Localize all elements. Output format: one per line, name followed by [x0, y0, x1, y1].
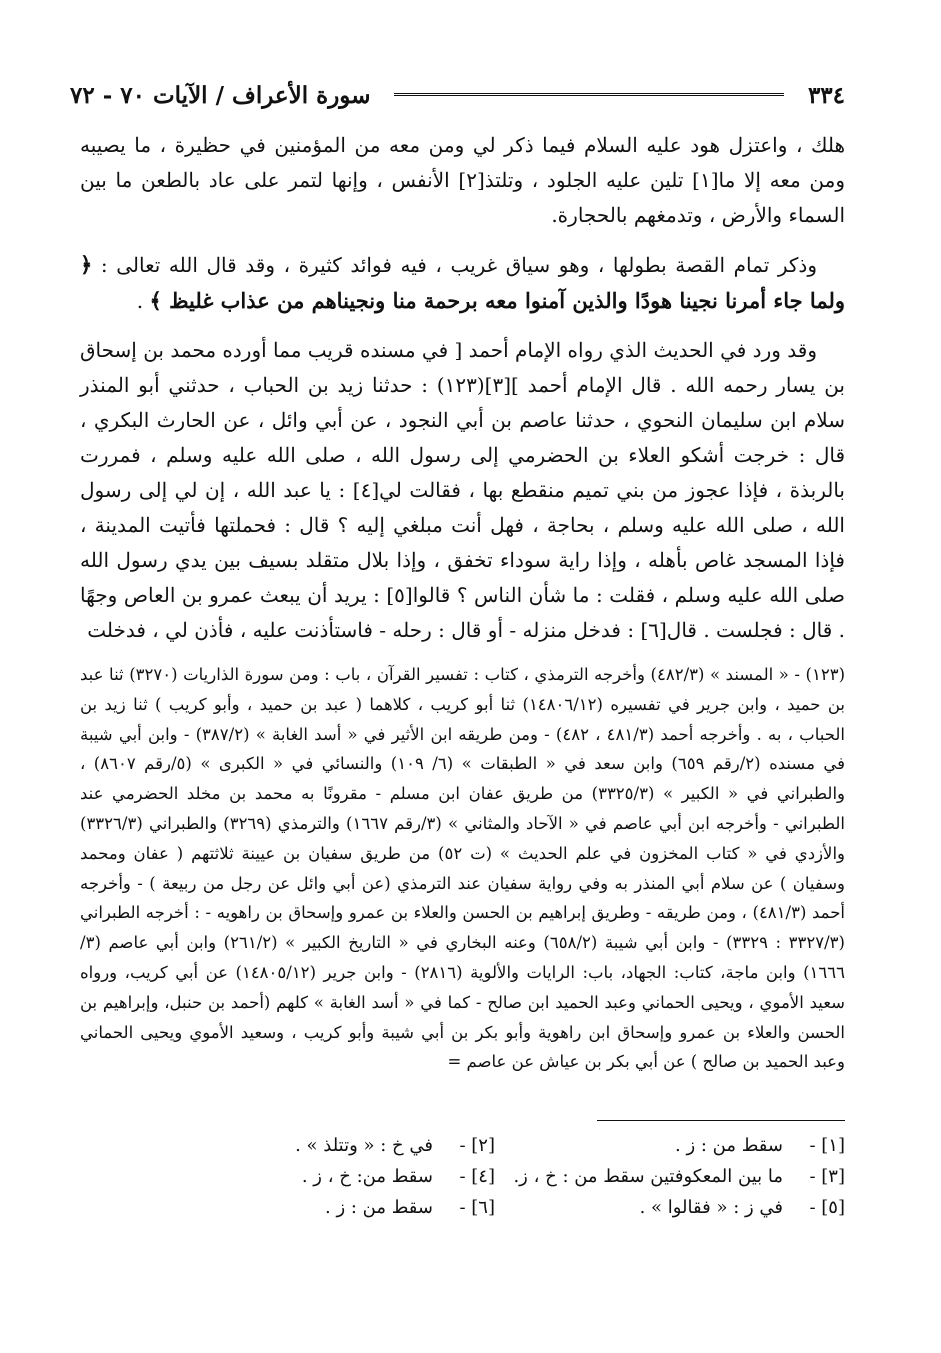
manuscript-variants	[145, 1130, 845, 1223]
variant-5	[495, 1192, 845, 1223]
variant-4	[145, 1161, 495, 1192]
page-header	[70, 78, 845, 112]
variant-text: سقط من : ز .	[325, 1197, 433, 1218]
variant-number: [٣] -	[809, 1166, 845, 1187]
variant-number: [٥] -	[809, 1197, 845, 1218]
variant-number: [٦] -	[459, 1197, 495, 1218]
main-text	[80, 128, 845, 662]
variant-text: في ز : « فقالوا » .	[639, 1197, 783, 1218]
variant-3	[495, 1161, 845, 1192]
running-title: سورة الأعراف / الآيات ٧٠ - ٧٢	[70, 81, 371, 109]
paragraph-2	[80, 247, 845, 319]
variant-2	[145, 1130, 495, 1161]
paragraph-2-end: .	[136, 289, 150, 313]
variant-row	[145, 1192, 845, 1223]
variant-number: [٢] -	[459, 1135, 495, 1156]
variant-text: سقط من: خ ، ز .	[301, 1166, 433, 1187]
paragraph-1: هلك ، واعتزل هود عليه السلام فيما ذكر لي ومن معه من المؤمنين في حظيرة ، ما يصيبه ومن معه إلا ما[١] تلين عليه الجلود ، وتلتذ[٢] الأنفس ، وإنها لتمر على عاد بالطعن ما بين السماء والأرض ، وتدمغهم بالحجارة.	[80, 133, 846, 227]
variant-text: في خ : « وتتلذ » .	[295, 1135, 433, 1156]
variant-text: سقط من : ز .	[675, 1135, 783, 1156]
variant-row	[145, 1130, 845, 1161]
header-rule	[394, 93, 783, 98]
page-number: ٣٣٤	[807, 81, 845, 109]
footnote-rule	[597, 1120, 845, 1121]
variant-row	[145, 1161, 845, 1192]
paragraph-3: وقد ورد في الحديث الذي رواه الإمام أحمد [ في مسنده قريب مما أورده محمد بن إسحاق بن يسار رحمه الله . قال الإمام أحمد ][٣](١٢٣) : حدثنا زيد بن الحباب ، حدثني أبو المنذر سلام ابن سليمان النحوي ، حدثنا عاصم بن أبي النجود ، عن أبي وائل ، عن الحارث البكري ، قال : خرجت أشكو العلاء بن الحضرمي إلى رسول الله ، صلى الله عليه وسلم ، فمررت بالربذة ، فإذا عجوز من بني تميم منقطع بها ، فقالت لي[٤] : يا عبد الله ، إن لي إلى رسول الله ، صلى الله عليه وسلم ، بحاجة ، فهل أنت مبلغي إليه ؟ قال : فحملتها فأتيت المدينة ، فإذا المسجد غاص بأهله ، وإذا راية سوداء تخفق ، وإذا بلال متقلد بسيف بين يدي رسول الله صلى الله عليه وسلم ، فقلت : ما شأن الناس ؟ قالوا[٥] : يريد أن يبعث عمرو بن العاص وجهًا . قال : فجلست . قال[٦] : فدخل منزله - أو قال : رحله - فاستأذنت عليه ، فأذن لي ، فدخلت	[80, 338, 845, 642]
paragraph-2-intro: وذكر تمام القصة بطولها ، وهو سياق غريب ، فيه فوائد كثيرة ، وقد قال الله تعالى :	[92, 253, 817, 277]
variant-number: [١] -	[809, 1135, 845, 1156]
variant-number: [٤] -	[459, 1166, 495, 1187]
footnotes	[80, 660, 845, 1077]
variant-1	[495, 1130, 845, 1161]
variant-6	[145, 1192, 495, 1223]
quran-verse: ﴿ ولما جاء أمرنا نجينا هودًا والذين آمنوا معه برحمة منا ونجيناهم من عذاب غليظ ﴾	[80, 252, 845, 313]
footnote-123: (١٢٣) - « المسند » (٤٨٢/٣) وأخرجه الترمذي ، كتاب : تفسير القرآن ، باب : ومن سورة الذاريات (٣٢٧٠) ثنا عبد بن حميد ، وابن جرير في تفسيره (١٤٨٠٦/١٢) ثنا أبو كريب ، كلاهما ( عبد بن حميد ، وأبو كريب ) ثنا زيد بن الحباب ، به . وأخرجه أحمد (٤٨١/٣ ، ٤٨٢) - ومن طريقه ابن الأثير في « أسد الغابة » (٣٨٧/٢) - وابن أبي شيبة في مسنده (٢/رقم ٦٥٩) وابن سعد في « الطبقات » (٦/ ١٠٩) والنسائي في « الكبرى » (٥/رقم ٨٦٠٧) ، والطبراني في « الكبير » (٣٣٢٥/٣) من طريق عفان ابن مسلم - مقرونًا به محمد بن مخلد الحضرمي عند الطبراني - وأخرجه ابن أبي عاصم في « الآحاد والمثاني » (٣/رقم ١٦٦٧) والترمذي (٣٢٦٩) والطبراني (٣٣٢٦/٣) والأزدي في « كتاب المخزون في علم الحديث » (ت ٥٢) من طريق سفيان بن عيينة ثلاثتهم ( عفان ومحمد وسفيان ) عن سلام أبي المنذر به وفي رواية سفيان عند الترمذي (عن أبي وائل عن رجل من ربيعة ) - وأخرجه أحمد (٤٨١/٣) ، ومن طريقه - وطريق إبراهيم بن الحسن والعلاء بن عمرو وإسحاق بن راهويه - : أخرجه الطبراني (٣٣٢٧/٣ : ٣٣٢٩) - وابن أبي شيبة (٦٥٨/٢) وعنه البخاري في « التاريخ الكبير » (٢٦١/٢) وابن أبي عاصم (٣/ ١٦٦٦) وابن ماجة، كتاب: الجهاد، باب: الرايات والألوية (٢٨١٦) - وابن جرير (١٤٨٠٥/١٢) عن أبي كريب، ورواه سعيد الأموي ، ويحيى الحماني وعبد الحميد ابن صالح - كما في « أسد الغابة » كلهم (أحمد بن حنبل، وإبراهيم بن الحسن والعلاء بن عمرو وإسحاق ابن راهوية وأبو بكر بن أبي شيبة وأبو كريب ، وسعيد الأموي ويحيى الحماني وعبد الحميد بن صالح ) عن أبي بكر بن عياش عن عاصم =	[80, 665, 846, 1072]
variant-text: ما بين المعكوفتين سقط من : خ ، ز.	[513, 1166, 783, 1187]
